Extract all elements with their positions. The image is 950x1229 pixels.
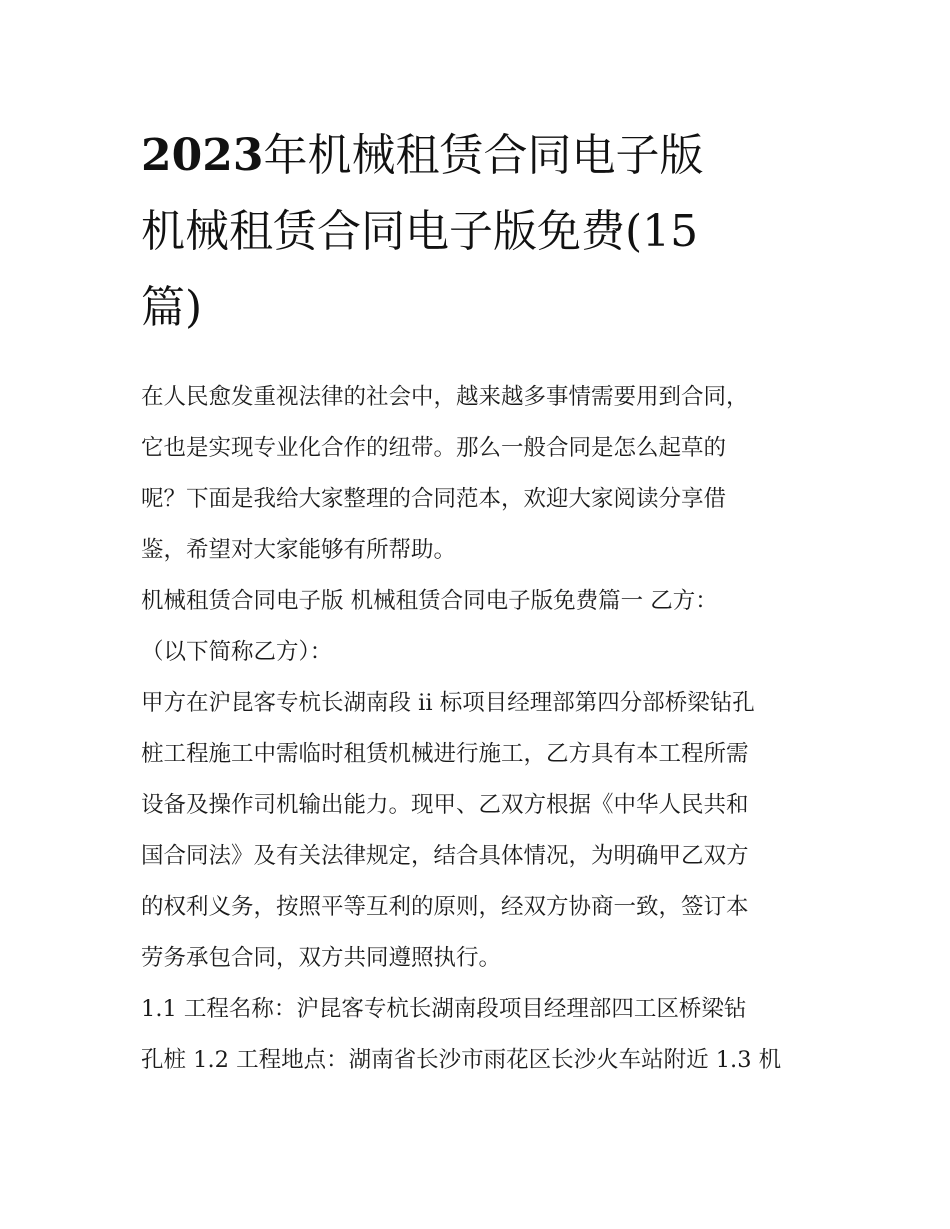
paragraph-line: 的权利义务，按照平等互利的原则，经双方协商一致，签订本 bbox=[141, 894, 749, 920]
paragraph-line: 国合同法》及有关法律规定，结合具体情况，为明确甲乙双方 bbox=[141, 843, 749, 869]
paragraph-line: 桩工程施工中需临时租赁机械进行施工，乙方具有本工程所需 bbox=[141, 741, 749, 767]
title-line-1 bbox=[141, 118, 821, 194]
paragraph-line: 鉴，希望对大家能够有所帮助。 bbox=[141, 537, 457, 563]
paragraph-line: 甲方在沪昆客专杭长湖南段 ii 标项目经理部第四分部桥梁钻孔 bbox=[141, 690, 755, 716]
paragraph-line: 1.1 工程名称：沪昆客专杭长湖南段项目经理部四工区桥梁钻 bbox=[141, 996, 747, 1022]
paragraph-line: 在人民愈发重视法律的社会中，越来越多事情需要用到合同， bbox=[141, 384, 749, 410]
paragraph-line: 机械租赁合同电子版 机械租赁合同电子版免费篇一 乙方： bbox=[141, 588, 718, 614]
paragraph-line: 劳务承包合同，双方共同遵照执行。 bbox=[141, 945, 502, 971]
paragraph-line: （以下简称乙方）： bbox=[141, 639, 333, 665]
intro-paragraph bbox=[141, 372, 821, 576]
title-year: 2023 bbox=[141, 130, 264, 181]
title-line-3: 篇) bbox=[141, 282, 203, 333]
paragraph-line: 孔桩 1.2 工程地点：湖南省长沙市雨花区长沙火车站附近 1.3 机 bbox=[141, 1047, 782, 1073]
clause-paragraph bbox=[141, 984, 821, 1086]
paragraph-line: 它也是实现专业化合作的纽带。那么一般合同是怎么起草的 bbox=[141, 435, 727, 461]
paragraph-line: 呢？下面是我给大家整理的合同范本，欢迎大家阅读分享借 bbox=[141, 486, 727, 512]
contract-preamble-paragraph bbox=[141, 678, 821, 984]
document-body bbox=[141, 118, 821, 1086]
paragraph-line: 设备及操作司机输出能力。现甲、乙双方根据《中华人民共和 bbox=[141, 792, 749, 818]
title-line-2: 机械租赁合同电子版免费(15 bbox=[141, 206, 699, 257]
section-heading-paragraph bbox=[141, 576, 821, 678]
document-title bbox=[141, 118, 821, 346]
title-line-1-text: 年机械租赁合同电子版 bbox=[263, 130, 704, 181]
